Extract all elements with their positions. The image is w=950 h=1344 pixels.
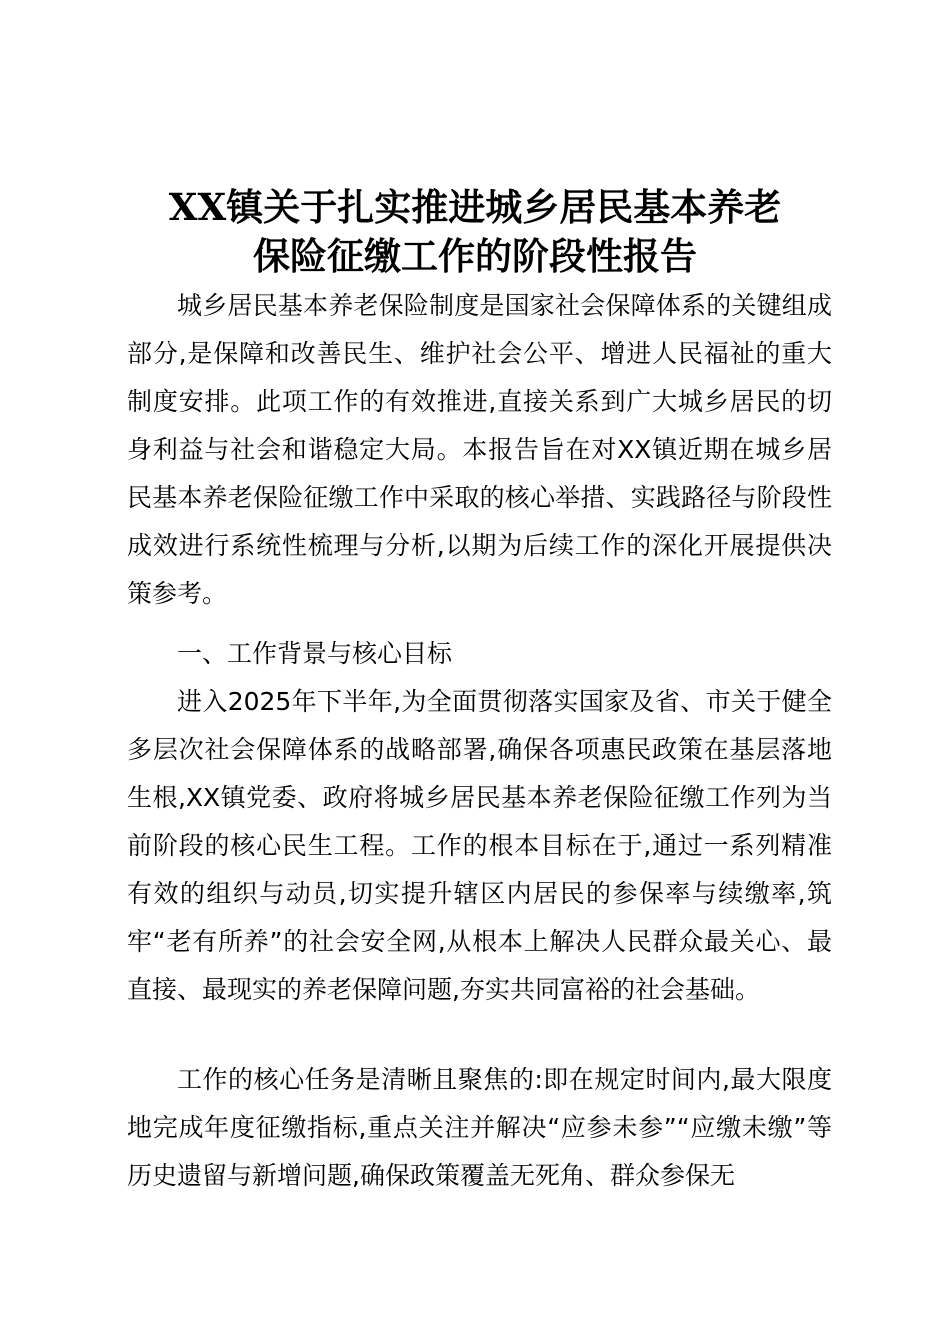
background-paragraph: 进入2025年下半年,为全面贯彻落实国家及省、市关于健全多层次社会保障体系的战略部署,确保各项惠民政策在基层落地生根,XX镇党委、政府将城乡居民基本养老保险征缴工作列为当前阶段的核心民生工程。工作的根本目标在于,通过一系列精准有效的组织与动员,切实提升辖区内居民的参保率与续缴率,筑牢“老有所养”的社会安全网,从根本上解决人民群众最关心、最直接、最现实的养老保障问题,夯实共同富裕的社会基础。 (127, 687, 832, 1004)
intro-paragraph: 城乡居民基本养老保险制度是国家社会保障体系的关键组成部分,是保障和改善民生、维护社会公平、增进人民福祉的重大制度安排。此项工作的有效推进,直接关系到广大城乡居民的切身利益与社会和谐稳定大局。本报告旨在对XX镇近期在城乡居民基本养老保险征缴工作中采取的核心举措、实践路径与阶段性成效进行系统性梳理与分析,以期为后续工作的深化开展提供决策参考。 (127, 291, 832, 608)
core-task-paragraph: 工作的核心任务是清晰且聚焦的:即在规定时间内,最大限度地完成年度征缴指标,重点关注并解决“应参未参”“应缴未缴”等历史遗留与新增问题,确保政策覆盖无死角、群众参保无 (127, 1065, 832, 1190)
section-heading-background-goals: 一、工作背景与核心目标 (177, 639, 453, 668)
document-title-line-1: XX镇关于扎实推进城乡居民基本养老 (168, 185, 782, 229)
document-title-line-2: 保险征缴工作的阶段性报告 (253, 234, 697, 278)
